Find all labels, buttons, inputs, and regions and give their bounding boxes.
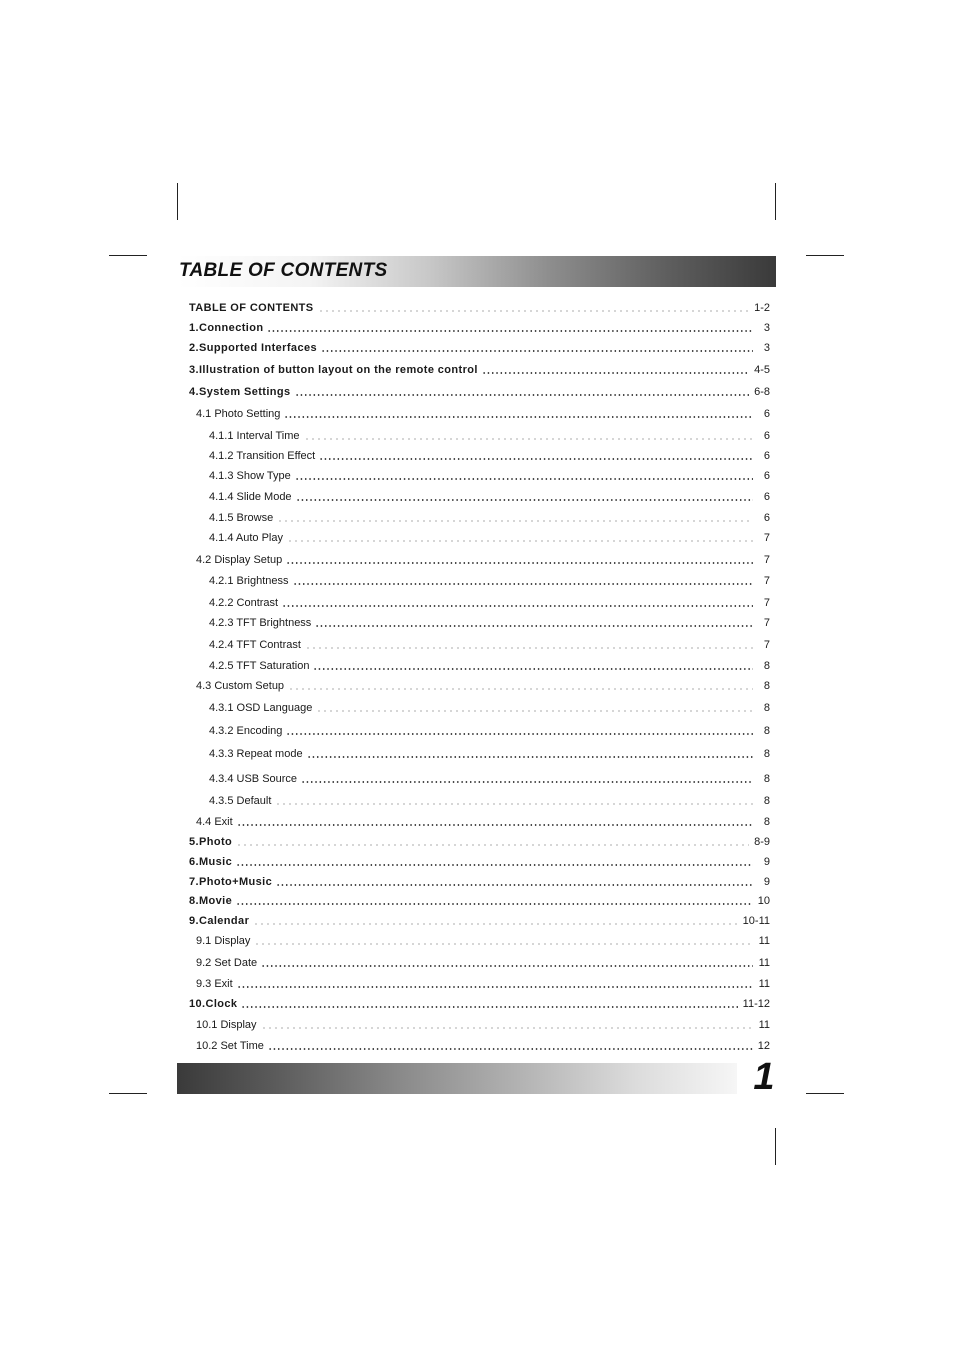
toc-entry[interactable] xyxy=(209,616,770,630)
dot-leader xyxy=(253,923,737,925)
dot-leader xyxy=(286,562,753,564)
toc-entry-page: 3 xyxy=(763,322,770,334)
toc-entry-page: 1-2 xyxy=(754,302,770,314)
toc-entry-page: 12 xyxy=(757,1040,770,1052)
dot-leader xyxy=(295,478,753,480)
toc-entry-label: 4.4 Exit xyxy=(196,816,233,828)
toc-entry-label: 10.2 Set Time xyxy=(196,1040,264,1052)
toc-entry-label: 4.1.5 Browse xyxy=(209,512,274,524)
toc-entry-page: 8 xyxy=(763,795,770,807)
toc-entry-page: 7 xyxy=(763,639,770,651)
toc-entry-label: 4.1.4 Auto Play xyxy=(209,532,283,544)
toc-entry-label: 4.1.1 Interval Time xyxy=(209,430,300,442)
toc-entry[interactable] xyxy=(189,341,770,355)
toc-entry-label: 4.2.2 Contrast xyxy=(209,597,279,609)
dot-leader xyxy=(254,943,753,945)
dot-leader xyxy=(261,1027,753,1029)
toc-entry[interactable] xyxy=(209,794,770,808)
page-number: 1 xyxy=(753,1056,775,1098)
toc-entry-label: 4.3.5 Default xyxy=(209,795,272,807)
toc-entry-page: 8 xyxy=(763,748,770,760)
toc-entry-label: 4.3.4 USB Source xyxy=(209,773,298,785)
dot-leader xyxy=(286,733,753,735)
dot-leader xyxy=(268,1048,753,1050)
toc-entry-label: 2.Supported Interfaces xyxy=(189,342,317,354)
toc-entry-label: 4.3 Custom Setup xyxy=(196,680,285,692)
dot-leader xyxy=(288,688,753,690)
page-title: TABLE OF CONTENTS xyxy=(179,260,388,281)
toc-entry-label: 8.Movie xyxy=(189,895,233,907)
toc-entry-page: 10 xyxy=(757,895,770,907)
toc-entry-page: 11 xyxy=(758,957,770,969)
toc-entry[interactable] xyxy=(196,553,770,567)
toc-entry[interactable] xyxy=(209,511,770,525)
toc-entry-label: 4.2 Display Setup xyxy=(196,554,283,566)
dot-leader xyxy=(319,458,753,460)
dot-leader xyxy=(237,986,753,988)
toc-entry[interactable] xyxy=(189,321,770,335)
toc-entry[interactable] xyxy=(196,1018,770,1032)
dot-leader xyxy=(282,605,753,607)
toc-entry-label: 4.3.3 Repeat mode xyxy=(209,748,303,760)
toc-entry-page: 8 xyxy=(763,773,770,785)
toc-entry-page: 10-11 xyxy=(742,915,770,927)
toc-entry[interactable] xyxy=(189,914,770,928)
toc-entry[interactable] xyxy=(189,835,770,849)
toc-entry-page: 11 xyxy=(758,935,770,947)
toc-entry-label: 10.1 Display xyxy=(196,1019,257,1031)
toc-entry[interactable] xyxy=(189,363,770,377)
toc-entry-page: 11 xyxy=(758,1019,770,1031)
toc-entry-page: 7 xyxy=(763,532,770,544)
dot-leader xyxy=(293,583,754,585)
toc-entry[interactable] xyxy=(209,701,770,715)
toc-entry-page: 11-12 xyxy=(742,998,770,1010)
dot-leader xyxy=(276,884,753,886)
toc-entry-label: 4.1.3 Show Type xyxy=(209,470,291,482)
toc-entry-label: 7.Photo+Music xyxy=(189,876,273,888)
toc-entry[interactable] xyxy=(189,385,770,399)
toc-entry-page: 8 xyxy=(763,816,770,828)
toc-entry-page: 9 xyxy=(763,856,770,868)
toc-entry-page: 8-9 xyxy=(754,836,770,848)
toc-entry-label: 9.2 Set Date xyxy=(196,957,258,969)
toc-entry-label: 4.1.2 Transition Effect xyxy=(209,450,316,462)
toc-entry-label: 4.3.1 OSD Language xyxy=(209,702,313,714)
toc-entry-label: TABLE OF CONTENTS xyxy=(189,302,314,314)
toc-entry-page: 6 xyxy=(763,450,770,462)
toc-entry-label: 4.2.5 TFT Saturation xyxy=(209,660,310,672)
toc-entry[interactable] xyxy=(209,469,770,483)
toc-entry[interactable] xyxy=(209,772,770,786)
toc-entry-page: 8 xyxy=(763,660,770,672)
toc-entry[interactable] xyxy=(196,407,770,421)
toc-entry-page: 6 xyxy=(763,408,770,420)
toc-entry[interactable] xyxy=(189,301,770,315)
toc-entry-page: 11 xyxy=(758,978,770,990)
toc-entry[interactable] xyxy=(209,429,770,443)
toc-entry-label: 4.3.2 Encoding xyxy=(209,725,283,737)
dot-leader xyxy=(236,903,753,905)
toc-entry-page: 7 xyxy=(763,617,770,629)
toc-entry-page: 8 xyxy=(763,680,770,692)
dot-leader xyxy=(304,438,754,440)
toc-entry[interactable] xyxy=(196,679,770,693)
toc-entry-page: 6 xyxy=(763,512,770,524)
dot-leader xyxy=(321,350,753,352)
toc-entry-label: 3.Illustration of button layout on the remote control xyxy=(189,364,478,376)
dot-leader xyxy=(236,844,749,846)
toc-entry[interactable] xyxy=(189,855,770,869)
toc-entry-label: 6.Music xyxy=(189,856,233,868)
toc-entry-label: 9.Calendar xyxy=(189,915,250,927)
toc-entry[interactable] xyxy=(209,724,770,738)
dot-leader xyxy=(261,965,753,967)
toc-entry-page: 3 xyxy=(763,342,770,354)
dot-leader xyxy=(267,330,753,332)
toc-entry[interactable] xyxy=(189,875,770,889)
toc-entry-label: 4.2.3 TFT Brightness xyxy=(209,617,312,629)
toc-entry-label: 5.Photo xyxy=(189,836,233,848)
toc-entry-page: 6 xyxy=(763,430,770,442)
toc-entry-label: 4.2.4 TFT Contrast xyxy=(209,639,301,651)
dot-leader xyxy=(316,710,753,712)
toc-entry-page: 6 xyxy=(763,491,770,503)
toc-entry-page: 7 xyxy=(763,575,770,587)
toc-entry-label: 1.Connection xyxy=(189,322,264,334)
dot-leader xyxy=(301,781,753,783)
toc-entry-page: 7 xyxy=(763,597,770,609)
toc-entry-page: 8 xyxy=(763,702,770,714)
toc-entry-label: 9.3 Exit xyxy=(196,978,233,990)
footer-bar xyxy=(177,1063,737,1094)
dot-leader xyxy=(275,803,753,805)
toc-entry-page: 8 xyxy=(763,725,770,737)
toc-entry-label: 10.Clock xyxy=(189,998,238,1010)
dot-leader xyxy=(236,864,753,866)
toc-entry-label: 9.1 Display xyxy=(196,935,251,947)
dot-leader xyxy=(482,372,749,374)
toc-entry-label: 4.1 Photo Setting xyxy=(196,408,281,420)
toc-entry[interactable] xyxy=(196,815,770,829)
toc-entry[interactable] xyxy=(209,638,770,652)
toc-entry-page: 4-5 xyxy=(754,364,770,376)
toc-entry[interactable] xyxy=(189,894,770,908)
toc-entry[interactable] xyxy=(196,1039,770,1053)
toc-entry-label: 4.1.4 Slide Mode xyxy=(209,491,292,503)
dot-leader xyxy=(295,394,750,396)
dot-leader xyxy=(305,647,753,649)
toc-entry[interactable] xyxy=(209,747,770,761)
dot-leader xyxy=(313,668,753,670)
dot-leader xyxy=(296,499,753,501)
dot-leader xyxy=(237,824,753,826)
toc-entry[interactable] xyxy=(189,997,770,1011)
dot-leader xyxy=(277,520,753,522)
dot-leader xyxy=(318,310,750,312)
toc-entry[interactable] xyxy=(209,531,770,545)
toc-entry-page: 6-8 xyxy=(754,386,770,398)
toc-entry[interactable] xyxy=(196,956,770,970)
toc-entry[interactable] xyxy=(209,659,770,673)
toc-entry-label: 4.System Settings xyxy=(189,386,291,398)
toc-entry[interactable] xyxy=(209,490,770,504)
dot-leader xyxy=(315,625,753,627)
toc-entry[interactable] xyxy=(209,596,770,610)
toc-entry[interactable] xyxy=(209,574,770,588)
toc-entry-label: 4.2.1 Brightness xyxy=(209,575,289,587)
dot-leader xyxy=(284,416,753,418)
dot-leader xyxy=(287,540,753,542)
toc-entry[interactable] xyxy=(196,977,770,991)
toc-entry-page: 9 xyxy=(763,876,770,888)
toc-entry[interactable] xyxy=(196,934,770,948)
dot-leader xyxy=(241,1006,737,1008)
dot-leader xyxy=(307,756,753,758)
toc-entry[interactable] xyxy=(209,449,770,463)
toc-entry-page: 6 xyxy=(763,470,770,482)
toc-entry-page: 7 xyxy=(763,554,770,566)
